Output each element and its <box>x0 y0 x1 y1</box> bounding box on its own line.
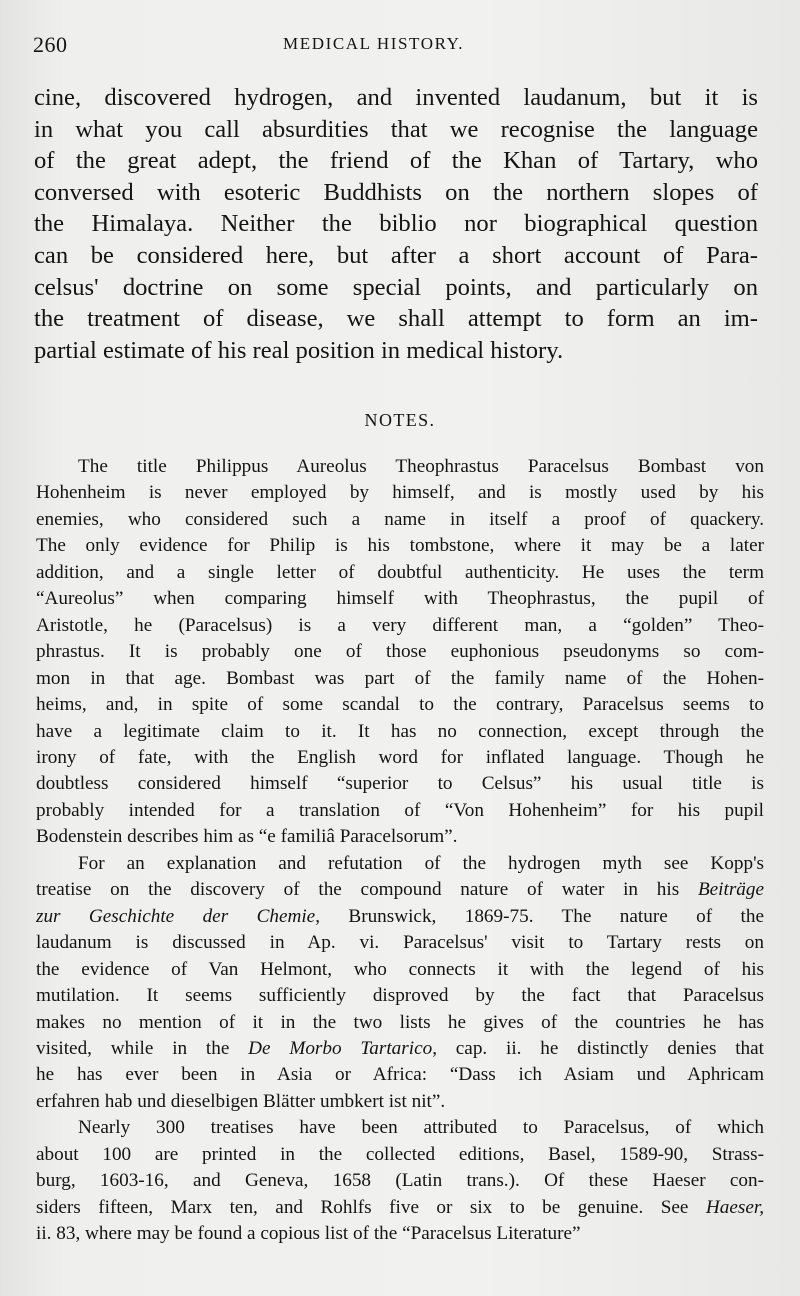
note-line: Aristotle, he (Paracelsus) is a very different man, a “golden” Theo- <box>36 614 764 636</box>
note-line: laudanum is discussed in Ap. vi. Paracelsus' visit to Tartary rests on <box>36 932 764 954</box>
note-paragraph-3 <box>36 1115 764 1247</box>
italic-title: De Morbo Tartarico <box>248 1037 433 1059</box>
note-line <box>36 877 764 903</box>
note-line: The title Philippus Aureolus Theophrastus Paracelsus Bombast von <box>78 456 764 477</box>
body-line: of the great adept, the friend of the Khan of Tartary, who <box>34 147 758 175</box>
italic-reference: Haeser, <box>705 1196 765 1218</box>
main-paragraph <box>34 82 758 366</box>
note-text: visited, while in the <box>36 1037 230 1059</box>
note-line: doubtless considered himself “superior to Celsus” his usual title is <box>36 773 764 795</box>
italic-title: zur Geschichte der Chemie <box>36 905 316 927</box>
body-line: the treatment of disease, we shall attempt to form an im- <box>34 305 758 333</box>
note-line <box>36 904 764 930</box>
note-line: makes no mention of it in the two lists he gives of the countries he has <box>36 1011 764 1033</box>
note-text: siders fifteen, Marx ten, and Rohlfs five or six to be genuine. See <box>36 1196 689 1218</box>
page-header <box>33 32 773 62</box>
note-line: erfahren hab und dieselbigen Blätter umbkert ist nit”. <box>36 1090 446 1112</box>
note-line: burg, 1603-16, and Geneva, 1658 (Latin trans.). Of these Haeser con- <box>36 1170 764 1192</box>
body-line: conversed with esoteric Buddhists on the northern slopes of <box>34 178 758 206</box>
note-line: about 100 are printed in the collected editions, Basel, 1589-90, Strass- <box>36 1143 764 1165</box>
notes-section <box>36 454 764 1248</box>
note-line: addition, and a single letter of doubtful authenticity. He uses the term <box>36 561 764 583</box>
note-text: , Brunswick, 1869-75. The nature of the <box>315 905 764 927</box>
note-line: The only evidence for Philip is his tombstone, where it may be a later <box>36 535 764 557</box>
note-line: heims, and, in spite of some scandal to the contrary, Paracelsus seems to <box>36 694 764 716</box>
note-line <box>36 1036 764 1062</box>
note-line: ii. 83, where may be found a copious list of the “Paracelsus Literature” <box>36 1223 581 1245</box>
note-line: Nearly 300 treatises have been attributed to Paracelsus, of which <box>78 1117 764 1139</box>
note-text: treatise on the discovery of the compound nature of water in his <box>36 879 680 901</box>
note-line: the evidence of Van Helmont, who connects it with the legend of his <box>36 958 764 980</box>
body-line: the Himalaya. Neither the biblio nor biographical question <box>34 210 758 238</box>
note-line: enemies, who considered such a name in itself a proof of quackery. <box>36 508 764 530</box>
note-line: irony of fate, with the English word for inflated language. Though he <box>36 746 764 768</box>
body-line: in what you call absurdities that we recognise the language <box>34 115 758 143</box>
italic-title: Beiträge <box>697 879 765 901</box>
body-line: cine, discovered hydrogen, and invented laudanum, but it is <box>34 84 758 111</box>
note-line: he has ever been in Asia or Africa: “Dass ich Asiam und Aphricam <box>36 1064 764 1086</box>
body-line: can be considered here, but after a short account of Para- <box>34 241 758 269</box>
note-line: Hohenheim is never employed by himself, and is mostly used by his <box>36 482 764 504</box>
note-text: , cap. ii. he distinctly denies that <box>432 1037 764 1059</box>
note-line: phrastus. It is probably one of those euphonious pseudonyms so com- <box>36 641 764 663</box>
running-head: MEDICAL HISTORY. <box>283 34 465 53</box>
note-line: mutilation. It seems sufficiently disproved by the fact that Paracelsus <box>36 985 764 1007</box>
note-line: For an explanation and refutation of the hydrogen myth see Kopp's <box>78 852 764 874</box>
note-paragraph-1 <box>36 454 764 851</box>
notes-heading: NOTES. <box>364 410 436 430</box>
page-number: 260 <box>33 32 68 57</box>
note-line: mon in that age. Bombast was part of the family name of the Hohen- <box>36 667 764 689</box>
note-line: Bodenstein describes him as “e familiâ Paracelsorum”. <box>36 826 458 848</box>
note-line: have a legitimate claim to it. It has no connection, except through the <box>36 720 764 742</box>
note-line: “Aureolus” when comparing himself with Theophrastus, the pupil of <box>36 588 764 610</box>
note-line <box>36 1195 764 1221</box>
body-line: partial estimate of his real position in medical history. <box>34 336 564 364</box>
note-line: probably intended for a translation of “Von Hohenheim” for his pupil <box>36 799 764 821</box>
note-paragraph-2 <box>36 851 764 1116</box>
body-line: celsus' doctrine on some special points, and particularly on <box>34 273 758 301</box>
